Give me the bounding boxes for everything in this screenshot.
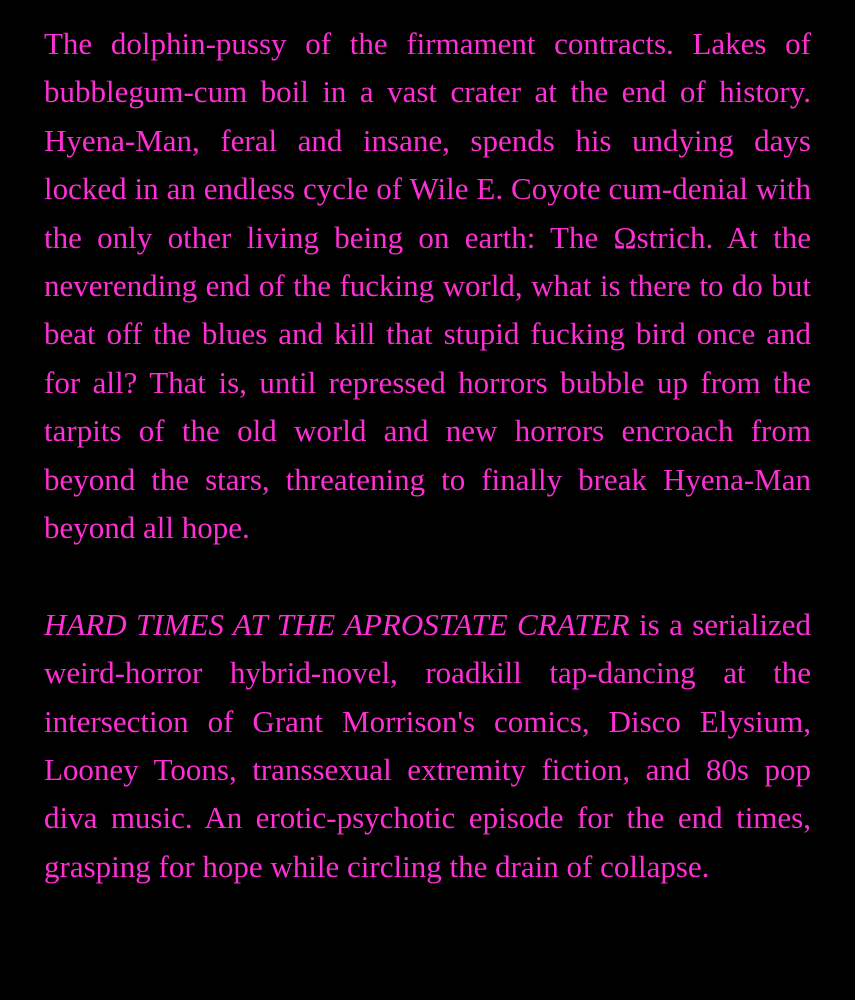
book-title: HARD TIMES AT THE APROSTATE CRATER: [44, 606, 630, 642]
synopsis-paragraph: The dolphin-pussy of the firmament contracts. Lakes of bubblegum-cum boil in a vast crater at the end of history. Hyena-Man, feral and insane, spends his undying days locked in an endless cycle of Wile E. Coyote cum-denial with the only other living being on earth: The Ωstrich. At the neverending end of the fucking world, what is there to do but beat off the blues and kill that stupid fucking bird once and for all? That is, until repressed horrors bubble up from the tarpits of the old world and new horrors encroach from beyond the stars, threatening to finally break Hyena-Man beyond all hope.: [44, 26, 811, 546]
description-paragraph: [44, 601, 811, 891]
paragraph-spacer: [44, 552, 811, 600]
blurb-text-block: [44, 20, 811, 891]
description-body: is a serialized weird-horror hybrid-novel, roadkill tap-dancing at the intersection of Grant Morrison's comics, Disco Elysium, Looney Toons, transsexual extremity fiction, and 80s pop diva music. An erotic-psychotic episode for the end times, grasping for hope while circling the drain of collapse.: [44, 606, 811, 884]
